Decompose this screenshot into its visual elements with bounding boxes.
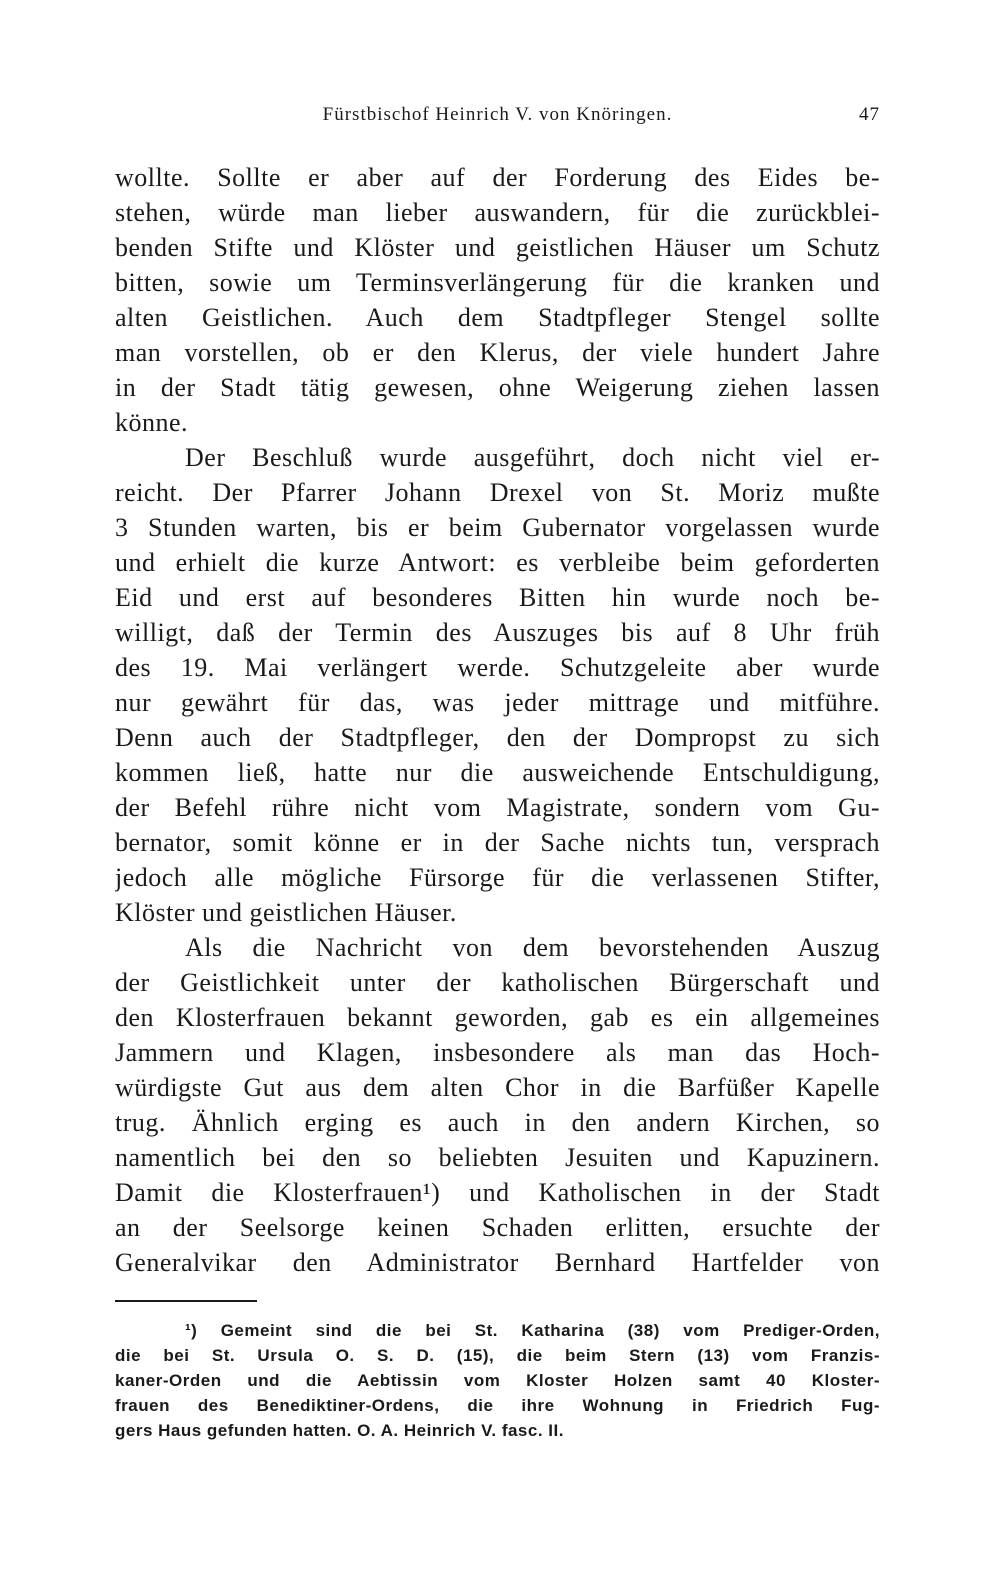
text-line: stehen, würde man lieber auswandern, für die zurückblei-	[115, 198, 880, 227]
text-line: könne.	[115, 408, 189, 437]
text-line: der Befehl rühre nicht vom Magistrate, sondern vom Gu-	[115, 793, 880, 822]
text-line: Eid und erst auf besonderes Bitten hin wurde noch be-	[115, 583, 880, 612]
footnote-line: gers Haus gefunden hatten. O. A. Heinrich V. fasc. II.	[115, 1421, 564, 1440]
text-line: kommen ließ, hatte nur die ausweichende Entschuldigung,	[115, 758, 880, 787]
running-head	[115, 104, 880, 132]
text-line: würdigste Gut aus dem alten Chor in die Barfüßer Kapelle	[115, 1073, 880, 1102]
text-line: Damit die Klosterfrauen¹) und Katholischen in der Stadt	[115, 1178, 880, 1207]
text-line: der Geistlichkeit unter der katholischen Bürgerschaft und	[115, 968, 880, 997]
text-line: des 19. Mai verlängert werde. Schutzgeleite aber wurde	[115, 653, 880, 682]
footnote-divider	[115, 1300, 257, 1302]
text-line: Der Beschluß wurde ausgeführt, doch nicht viel er-	[185, 443, 880, 472]
text-line: reicht. Der Pfarrer Johann Drexel von St. Moriz mußte	[115, 478, 880, 507]
text-line: benden Stifte und Klöster und geistlichen Häuser um Schutz	[115, 233, 880, 262]
footnote-line: frauen des Benediktiner-Ordens, die ihre Wohnung in Friedrich Fug-	[115, 1396, 880, 1415]
page-number: 47	[859, 104, 880, 125]
text-line: wollte. Sollte er aber auf der Forderung des Eides be-	[115, 163, 880, 192]
footnote-line: ¹) Gemeint sind die bei St. Katharina (38) vom Prediger-Orden,	[185, 1321, 880, 1340]
text-line: bernator, somit könne er in der Sache nichts tun, versprach	[115, 828, 880, 857]
text-line: man vorstellen, ob er den Klerus, der viele hundert Jahre	[115, 338, 880, 367]
footnote-line: die bei St. Ursula O. S. D. (15), die beim Stern (13) vom Franzis-	[115, 1346, 880, 1365]
text-line: Generalvikar den Administrator Bernhard Hartfelder von	[115, 1248, 880, 1277]
footnote-line: kaner-Orden und die Aebtissin vom Kloster Holzen samt 40 Kloster-	[115, 1371, 880, 1390]
text-line: in der Stadt tätig gewesen, ohne Weigerung ziehen lassen	[115, 373, 880, 402]
text-line: Jammern und Klagen, insbesondere als man das Hoch-	[115, 1038, 880, 1067]
text-line: Als die Nachricht von dem bevorstehenden Auszug	[185, 933, 880, 962]
text-line: nur gewährt für das, was jeder mittrage und mitführe.	[115, 688, 880, 717]
text-line: den Klosterfrauen bekannt geworden, gab es ein allgemeines	[115, 1003, 880, 1032]
text-line: jedoch alle mögliche Fürsorge für die verlassenen Stifter,	[115, 863, 880, 892]
text-line: willigt, daß der Termin des Auszuges bis auf 8 Uhr früh	[115, 618, 880, 647]
text-line: an der Seelsorge keinen Schaden erlitten, ersuchte der	[115, 1213, 880, 1242]
text-line: bitten, sowie um Terminsverlängerung für die kranken und	[115, 268, 880, 297]
text-line: Denn auch der Stadtpfleger, den der Dompropst zu sich	[115, 723, 880, 752]
text-line: namentlich bei den so beliebten Jesuiten und Kapuzinern.	[115, 1143, 880, 1172]
body-text	[115, 160, 880, 1280]
text-line: alten Geistlichen. Auch dem Stadtpfleger Stengel sollte	[115, 303, 880, 332]
footnote	[115, 1318, 880, 1443]
text-line: Klöster und geistlichen Häuser.	[115, 898, 457, 927]
text-line: und erhielt die kurze Antwort: es verbleibe beim geforderten	[115, 548, 880, 577]
text-line: trug. Ähnlich erging es auch in den andern Kirchen, so	[115, 1108, 880, 1137]
text-line: 3 Stunden warten, bis er beim Gubernator vorgelassen wurde	[115, 513, 880, 542]
running-title: Fürstbischof Heinrich V. von Knöringen.	[322, 104, 673, 125]
